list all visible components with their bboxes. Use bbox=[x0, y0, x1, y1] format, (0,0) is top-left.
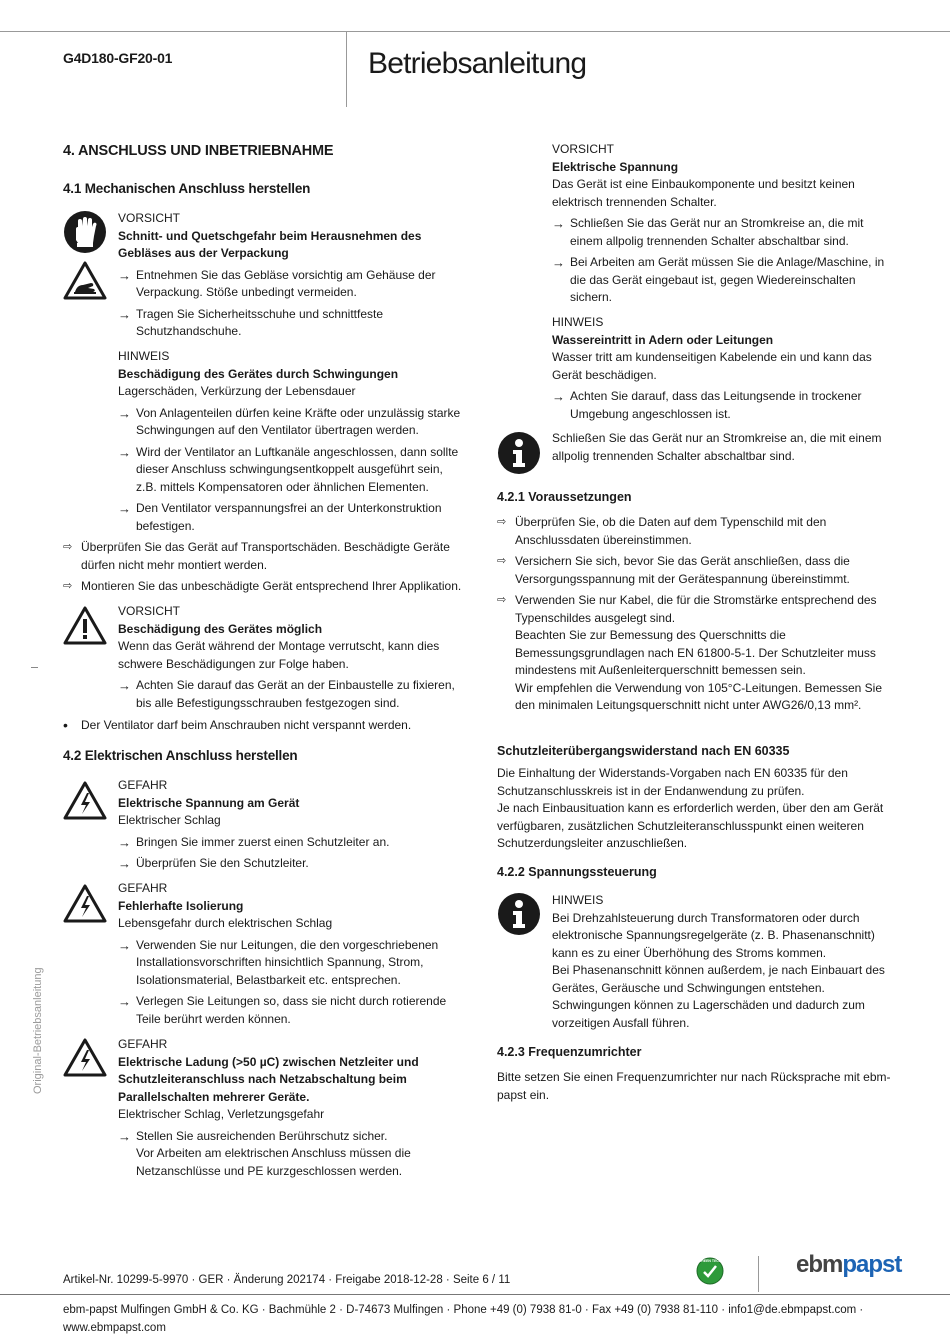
list-item: → Entnehmen Sie das Gebläse vorsichtig am Gehäuse der Verpackung. Stöße unbedingt vermeiden. bbox=[118, 267, 436, 299]
list-item: ⇨ Montieren Sie das unbeschädigte Gerät entsprechend Ihrer Applikation. bbox=[63, 578, 463, 596]
arrow-icon: → bbox=[118, 501, 131, 516]
caution-text: Das Gerät ist eine Einbaukomponente und besitzt keinen elektrisch trennenden Schalter. bbox=[552, 177, 855, 209]
exclamation-warning-icon bbox=[63, 604, 107, 648]
green-tech-badge-text: GREEN TECH bbox=[698, 1259, 722, 1263]
list-item: • Der Ventilator darf beim Anschrauben nicht verspannt werden. bbox=[63, 717, 412, 733]
subsection-4-1: 4.1 Mechanischen Anschluss herstellen bbox=[63, 181, 311, 196]
header-divider bbox=[346, 31, 347, 107]
caution-heading: Elektrische Spannung bbox=[552, 159, 679, 174]
arrow-icon: → bbox=[118, 444, 131, 460]
arrow-icon: → bbox=[118, 1128, 131, 1144]
check-list bbox=[63, 539, 463, 596]
arrow-icon: → bbox=[118, 306, 131, 322]
danger-label: GEFAHR bbox=[118, 881, 168, 895]
caution-block-2 bbox=[118, 603, 463, 712]
paragraph: Bitte setzen Sie einen Frequenzumrichter nur nach Rücksprache mit ebm-papst ein. bbox=[497, 1070, 891, 1102]
danger-text: Elektrischer Schlag bbox=[118, 813, 221, 827]
info-block-1 bbox=[552, 430, 897, 465]
high-voltage-warning-icon bbox=[63, 1036, 107, 1080]
list-item: → Bringen Sie immer zuerst einen Schutzleiter an. bbox=[118, 834, 390, 850]
danger-text: Lebensgefahr durch elektrischen Schlag bbox=[118, 916, 333, 930]
list-item: → Verlegen Sie Leitungen so, dass sie nicht durch rotierende Teile berührt werden können. bbox=[118, 994, 447, 1026]
company-info: ebm-papst Mulfingen GmbH & Co. KG · Bachmühle 2 · D-74673 Mulfingen · Phone +49 (0) 7938 81-0 · Fax +49 (0) 7938 81-110 · info1@de.ebmpapst.com · www.ebmpapst.com bbox=[63, 1304, 864, 1334]
notice-block-3 bbox=[552, 892, 897, 1032]
list-item: → Überprüfen Sie den Schutzleiter. bbox=[118, 856, 309, 871]
list-item: → Den Ventilator verspannungsfrei an der Unterkonstruktion befestigen. bbox=[118, 501, 442, 533]
footer-logo-divider bbox=[758, 1256, 759, 1292]
notice-text: Bei Drehzahlsteuerung durch Transformatoren oder durch elektronische Spannungsregelgeräte (z. B. Phasenanschnitt) kann es zu einer Überhöhung des Stroms kommen. bbox=[552, 910, 875, 960]
bullet-icon: • bbox=[63, 717, 68, 733]
info-text: Schließen Sie das Gerät nur an Stromkreise an, die mit einem allpolig trennenden Schalter abschaltbar sind. bbox=[552, 431, 882, 463]
list-item: ⇨ Versichern Sie sich, bevor Sie das Gerät anschließen, dass die Versorgungsspannung mit der Gerätespannung übereinstimmt. bbox=[497, 554, 850, 586]
header-top-rule bbox=[0, 31, 950, 32]
hand-crush-warning-icon bbox=[63, 259, 107, 303]
article-info: Artikel-Nr. 10299-5-9970 · GER · Änderung 202174 · Freigabe 2018-12-28 · Seite 6 / 11 bbox=[63, 1274, 511, 1286]
list-item: → Achten Sie darauf, dass das Leitungsende in trockener Umgebung angeschlossen ist. bbox=[552, 389, 862, 421]
information-icon bbox=[497, 892, 541, 936]
document-title: Betriebsanleitung bbox=[368, 47, 587, 80]
section-title: 4. ANSCHLUSS UND INBETRIEBNAHME bbox=[63, 143, 334, 159]
hollow-arrow-icon: ⇨ bbox=[63, 541, 73, 553]
list-item: → Verwenden Sie nur Leitungen, die den vorgeschriebenen Installationsvorschriften hinsichtlich Spannung, Strom, Isolationsmaterial, Belastbarkeit etc. entsprechen. bbox=[118, 937, 439, 987]
paragraph: Die Einhaltung der Widerstands-Vorgaben nach EN 60335 für den Schutzanschlusskreis ist in der Endanwendung zu prüfen. bbox=[497, 766, 848, 798]
subsection-4-2: 4.2 Elektrischen Anschluss herstellen bbox=[63, 748, 298, 763]
subsection-4-2-1: 4.2.1 Voraussetzungen bbox=[497, 490, 632, 504]
caution-label: VORSICHT bbox=[118, 604, 181, 618]
danger-heading: Elektrische Spannung am Gerät bbox=[118, 795, 300, 810]
list-item: ⇨ Verwenden Sie nur Kabel, die für die Stromstärke entsprechend des Typenschildes ausgelegt sind. bbox=[497, 593, 877, 625]
notice-text: Bei Phasenanschnitt können außerdem, je nach Einbauart des Gerätes, Geräusche und Schwingungen entstehen. Schwingungen können zu Lagerschäden und dadurch zum vorzeitigen Ausfall führen. bbox=[552, 963, 885, 1030]
caution-block-3 bbox=[552, 141, 897, 307]
bullet-list bbox=[63, 717, 463, 735]
requirements-list bbox=[497, 514, 897, 715]
information-icon bbox=[497, 431, 541, 475]
list-item: ⇨ Überprüfen Sie, ob die Daten auf dem Typenschild mit den Anschlussdaten übereinstimmen. bbox=[497, 515, 827, 547]
hollow-arrow-icon: ⇨ bbox=[497, 594, 507, 606]
arrow-icon: → bbox=[118, 267, 131, 283]
arrow-icon: → bbox=[118, 937, 131, 953]
model-number: G4D180-GF20-01 bbox=[63, 50, 173, 66]
danger-block-3 bbox=[118, 1036, 463, 1180]
notice-heading: Beschädigung des Gerätes durch Schwingungen bbox=[118, 366, 399, 381]
hollow-arrow-icon: ⇨ bbox=[497, 555, 507, 567]
caution-label: VORSICHT bbox=[552, 142, 615, 156]
arrow-icon: → bbox=[118, 405, 131, 421]
notice-label: HINWEIS bbox=[552, 893, 604, 907]
arrow-icon: → bbox=[118, 994, 131, 1009]
high-voltage-warning-icon bbox=[63, 779, 107, 823]
caution-text: Wenn das Gerät während der Montage verrutscht, kann dies schwere Beschädigungen zur Folge haben. bbox=[118, 639, 440, 671]
arrow-icon: → bbox=[118, 678, 131, 693]
frequency-converter-text bbox=[497, 1069, 897, 1104]
arrow-icon: → bbox=[552, 389, 565, 404]
danger-block-2 bbox=[118, 880, 463, 1028]
danger-label: GEFAHR bbox=[118, 778, 168, 792]
list-item: → Achten Sie darauf das Gerät an der Einbaustelle zu fixieren, bis alle Befestigungsschrauben festgezogen sind. bbox=[118, 678, 455, 710]
notice-block-2 bbox=[552, 314, 897, 423]
arrow-icon: → bbox=[552, 216, 565, 231]
danger-text: Elektrischer Schlag, Verletzungsgefahr bbox=[118, 1107, 325, 1121]
subsection-4-2-2: 4.2.2 Spannungssteuerung bbox=[497, 865, 657, 879]
arrow-icon: → bbox=[552, 255, 565, 270]
pe-resistance-title: Schutzleiterübergangswiderstand nach EN 60335 bbox=[497, 744, 790, 758]
notice-heading: Wassereintritt in Adern oder Leitungen bbox=[552, 332, 774, 347]
notice-text: Wasser tritt am kundenseitigen Kabelende ein und kann das Gerät beschädigen. bbox=[552, 350, 872, 382]
caution-label: VORSICHT bbox=[118, 211, 181, 225]
side-tick-mark bbox=[31, 667, 38, 668]
caution-heading: Beschädigung des Gerätes möglich bbox=[118, 621, 323, 636]
arrow-icon: → bbox=[118, 834, 131, 850]
footer-rule bbox=[0, 1294, 950, 1295]
list-item: → Wird der Ventilator an Luftkanäle angeschlossen, dann sollte dieser Anschluss schwingungsentkoppelt ausgeführt sein, z.B. mittels Kompensatoren oder ähnlichen Elementen. bbox=[118, 444, 459, 494]
hollow-arrow-icon: ⇨ bbox=[63, 580, 73, 592]
list-item: → Tragen Sie Sicherheitsschuhe und schnittfeste Schutzhandschuhe. bbox=[118, 306, 384, 338]
list-item: ⇨ Überprüfen Sie das Gerät auf Transportschäden. Beschädigte Geräte dürfen nicht mehr montiert werden. bbox=[63, 540, 450, 572]
protective-glove-icon bbox=[63, 210, 107, 254]
list-item: → Von Anlagenteilen dürfen keine Kräfte oder unzulässig starke Schwingungen auf den Ventilator übertragen werden. bbox=[118, 405, 461, 437]
requirements-note: Beachten Sie zur Bemessung des Querschnitts die Bemessungsgrundlagen nach EN 61800-5-1. Der Schutzleiter muss mindestens mit Außenleiterquerschnitt bemessen sein. bbox=[515, 628, 876, 677]
notice-label: HINWEIS bbox=[552, 315, 604, 329]
list-item: → Stellen Sie ausreichenden Berührschutz sicher. Vor Arbeiten am elektrischen Anschluss müssen die Netzanschlüsse und PE kurzgeschlossen werden. bbox=[118, 1128, 411, 1178]
danger-label: GEFAHR bbox=[118, 1037, 168, 1051]
danger-heading: Elektrische Ladung (>50 µC) zwischen Netzleiter und Schutzleiteranschluss nach Netzabschaltung beim Parallelschalten mehrerer Geräte. bbox=[118, 1054, 419, 1104]
notice-text: Lagerschäden, Verkürzung der Lebensdauer bbox=[118, 384, 356, 398]
high-voltage-warning-icon bbox=[63, 882, 107, 926]
notice-block-1 bbox=[118, 348, 463, 535]
danger-block-1 bbox=[118, 777, 463, 873]
subsection-4-2-3: 4.2.3 Frequenzumrichter bbox=[497, 1045, 642, 1059]
pe-resistance-text bbox=[497, 765, 897, 853]
notice-label: HINWEIS bbox=[118, 349, 170, 363]
hollow-arrow-icon: ⇨ bbox=[497, 516, 507, 528]
danger-heading: Fehlerhafte Isolierung bbox=[118, 898, 244, 913]
requirements-note: Wir empfehlen die Verwendung von 105°C-Leitungen. Bemessen Sie den minimalen Leitungsquerschnitt nicht unter AWG26/0,13 mm². bbox=[515, 680, 883, 712]
ebmpapst-logo: ebmpapst bbox=[796, 1251, 902, 1278]
list-item: → Schließen Sie das Gerät nur an Stromkreise an, die mit einem allpolig trennenden Schalter abschaltbar sind. bbox=[552, 216, 864, 248]
side-document-label: Original-Betriebsanleitung bbox=[32, 967, 44, 1094]
arrow-icon: → bbox=[118, 856, 131, 871]
caution-heading: Schnitt- und Quetschgefahr beim Herausnehmen des Gebläses aus der Verpackung bbox=[118, 228, 422, 260]
caution-block-1 bbox=[118, 210, 463, 341]
list-item: → Bei Arbeiten am Gerät müssen Sie die Anlage/Maschine, in die das Gerät eingebaut ist, gegen Wiedereinschalten sichern. bbox=[552, 255, 885, 304]
paragraph: Je nach Einbausituation kann es erforderlich werden, über den am Gerät verfügbaren, zusätzlichen Schutzleiteranschlusspunkt einen weiteren Schutzerdungsleiter anzuschließen. bbox=[497, 801, 884, 850]
